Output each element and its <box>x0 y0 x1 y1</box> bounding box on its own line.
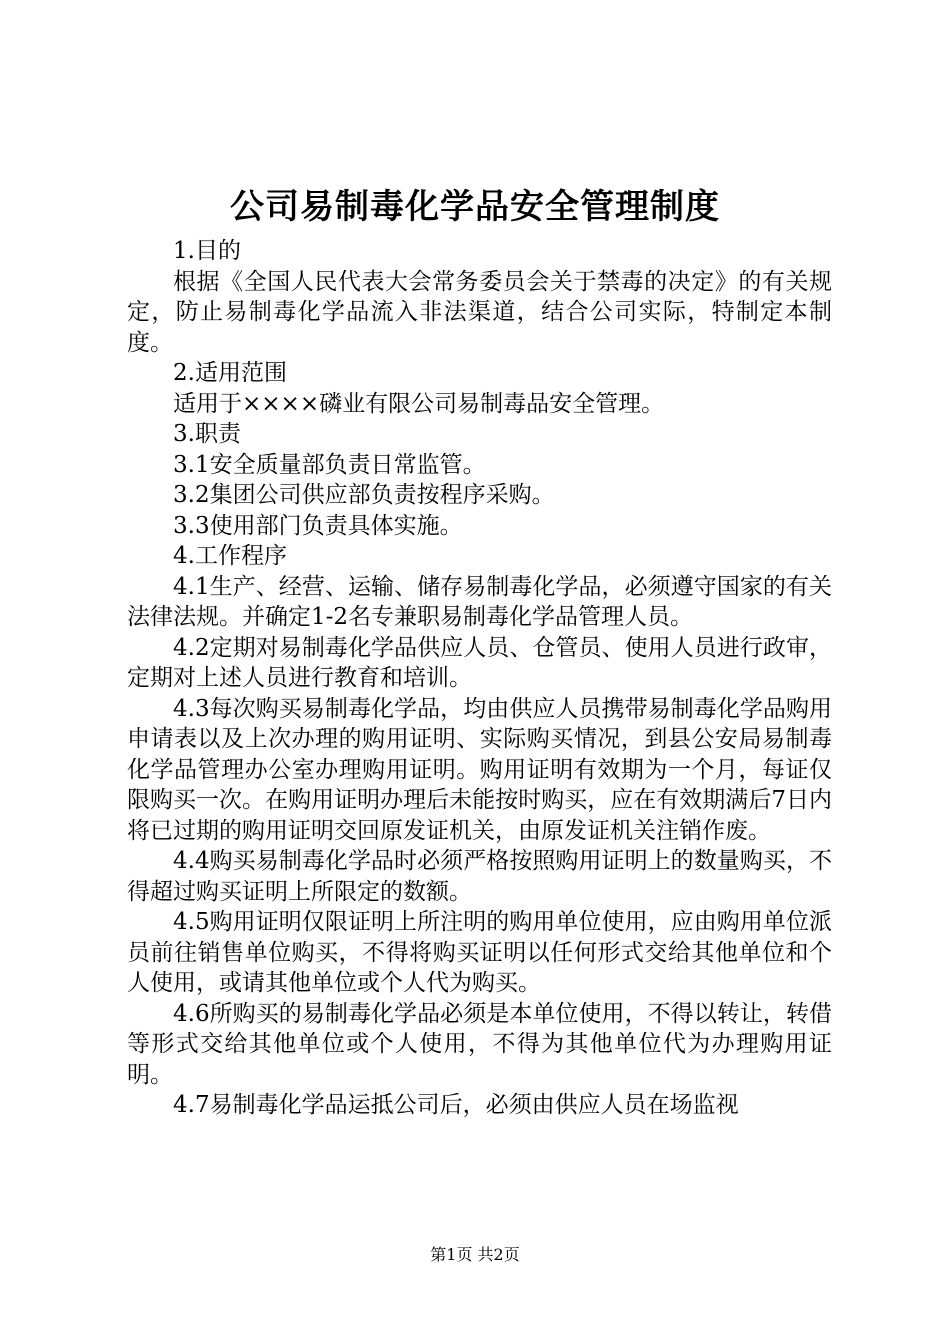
paragraph: 4.1生产、经营、运输、储存易制毒化学品，必须遵守国家的有关法律法规。并确定1-2名专兼职易制毒化学品管理人员。 <box>127 573 832 630</box>
document-title: 公司易制毒化学品安全管理制度 <box>230 187 720 227</box>
document-body <box>127 236 832 1121</box>
paragraph: 4.3每次购买易制毒化学品，均由供应人员携带易制毒化学品购用申请表以及上次办理的购用证明、实际购买情况，到县公安局易制毒化学品管理办公室办理购用证明。购用证明有效期为一个月，每证仅限购买一次。在购用证明办理后未能按时购买，应在有效期满后7日内将已过期的购用证明交回原发证机关，由原发证机关注销作废。 <box>127 695 832 844</box>
paragraph: 4.7易制毒化学品运抵公司后，必须由供应人员在场监视 <box>173 1092 739 1118</box>
section-heading: 1.目的 <box>173 238 241 264</box>
paragraph: 3.1安全质量部负责日常监管。 <box>173 451 486 478</box>
paragraph: 3.2集团公司供应部负责按程序采购。 <box>173 482 555 508</box>
paragraph: 4.5购用证明仅限证明上所注明的购用单位使用，应由购用单位派员前往销售单位购买，不得将购买证明以任何形式交给其他单位和个人使用，或请其他单位或个人代为购买。 <box>127 909 832 996</box>
section-heading: 4.工作程序 <box>173 543 287 569</box>
paragraph: 3.3使用部门负责具体实施。 <box>173 512 463 539</box>
section-heading: 3.职责 <box>173 421 241 447</box>
paragraph: 适用于××××磷业有限公司易制毒品安全管理。 <box>173 390 665 417</box>
paragraph: 4.4购买易制毒化学品时必须严格按照购用证明上的数量购买，不得超过购买证明上所限定的数额。 <box>127 848 832 905</box>
paragraph: 根据《全国人民代表大会常务委员会关于禁毒的决定》的有关规定，防止易制毒化学品流入非法渠道，结合公司实际，特制定本制度。 <box>127 268 832 356</box>
paragraph: 4.2定期对易制毒化学品供应人员、仓管员、使用人员进行政审，定期对上述人员进行教育和培训。 <box>127 634 832 691</box>
section-heading: 2.适用范围 <box>173 360 287 386</box>
page-footer: 第1页 共2页 <box>430 1245 520 1264</box>
paragraph: 4.6所购买的易制毒化学品必须是本单位使用，不得以转让，转借等形式交给其他单位或个人使用，不得为其他单位代为办理购用证明。 <box>127 1000 832 1088</box>
